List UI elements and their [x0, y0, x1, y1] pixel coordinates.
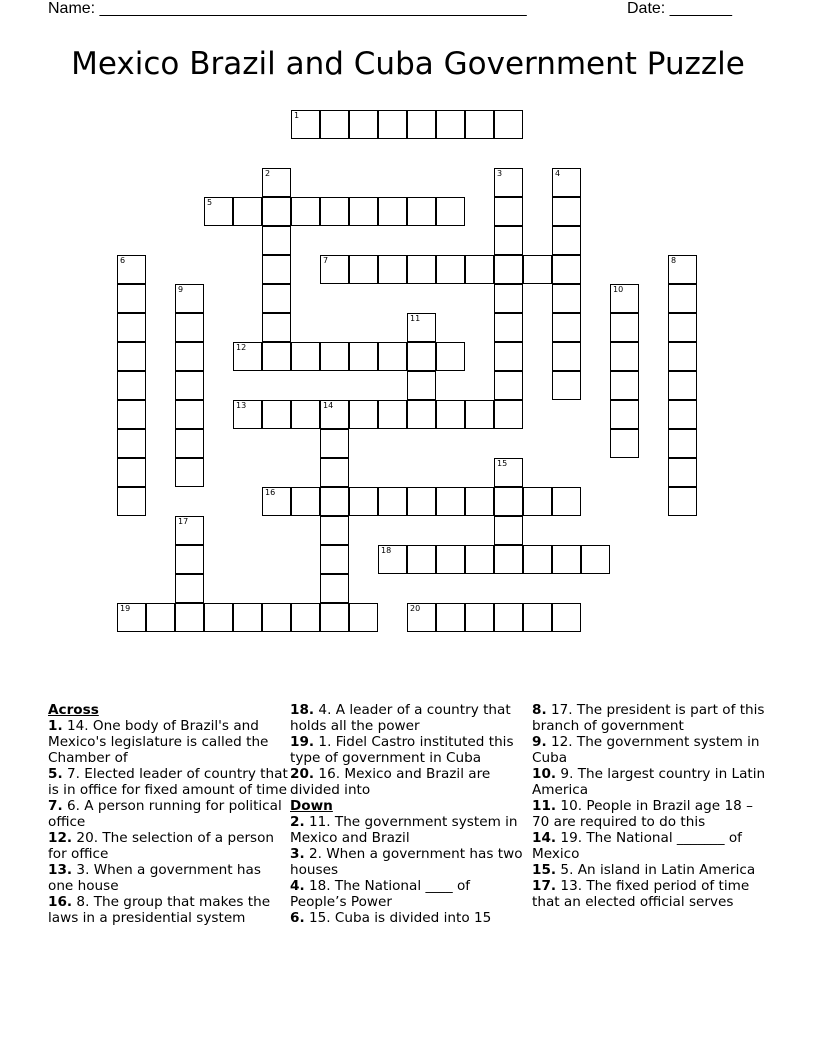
- clue-across-7: 7. 6. A person running for political office: [48, 798, 282, 830]
- clue-number: 17: [178, 517, 189, 526]
- grid-cell[interactable]: [320, 603, 349, 632]
- grid-cell[interactable]: [610, 371, 639, 400]
- grid-cell[interactable]: [668, 400, 697, 429]
- grid-cell[interactable]: [262, 603, 291, 632]
- grid-cell[interactable]: [494, 516, 523, 545]
- grid-cell[interactable]: [262, 197, 291, 226]
- grid-cell[interactable]: [436, 400, 465, 429]
- grid-cell[interactable]: [204, 197, 233, 226]
- grid-cell[interactable]: [668, 255, 697, 284]
- grid-cell[interactable]: [320, 574, 349, 603]
- grid-cell[interactable]: [407, 371, 436, 400]
- clue-across-16: 16. 8. The group that makes the laws in a presidential system: [48, 894, 271, 926]
- clue-number: 1: [294, 111, 300, 120]
- clue-number: 20: [410, 604, 421, 613]
- grid-cell[interactable]: [117, 342, 146, 371]
- grid-cell[interactable]: [494, 255, 523, 284]
- grid-cell[interactable]: [320, 516, 349, 545]
- grid-cell[interactable]: [494, 110, 523, 139]
- grid-cell[interactable]: [494, 342, 523, 371]
- grid-cell[interactable]: [552, 226, 581, 255]
- grid-cell[interactable]: [465, 400, 494, 429]
- grid-cell[interactable]: [320, 400, 349, 429]
- grid-cell[interactable]: [320, 110, 349, 139]
- grid-cell[interactable]: [262, 255, 291, 284]
- grid-cell[interactable]: [436, 110, 465, 139]
- clue-number: 18: [381, 546, 392, 555]
- clue-across-18: 18. 4. A leader of a country that holds all the power: [290, 702, 511, 734]
- clue-down-9: 9. 12. The government system in Cuba: [532, 734, 760, 766]
- clue-number: 15: [497, 459, 508, 468]
- grid-cell[interactable]: [494, 226, 523, 255]
- grid-cell[interactable]: [552, 197, 581, 226]
- grid-cell[interactable]: [407, 255, 436, 284]
- clue-down-4: 4. 18. The National ____ of People’s Power: [290, 878, 471, 910]
- grid-cell[interactable]: [291, 110, 320, 139]
- grid-cell[interactable]: [146, 603, 175, 632]
- grid-cell[interactable]: [378, 545, 407, 574]
- clue-column-1: [48, 702, 288, 926]
- grid-cell[interactable]: [378, 487, 407, 516]
- grid-cell[interactable]: [291, 342, 320, 371]
- grid-cell[interactable]: [320, 487, 349, 516]
- grid-cell[interactable]: [436, 255, 465, 284]
- grid-cell[interactable]: [378, 255, 407, 284]
- grid-cell[interactable]: [117, 371, 146, 400]
- grid-cell[interactable]: [552, 342, 581, 371]
- grid-cell[interactable]: [117, 400, 146, 429]
- grid-cell[interactable]: [291, 400, 320, 429]
- grid-cell[interactable]: [552, 371, 581, 400]
- grid-cell[interactable]: [349, 400, 378, 429]
- grid-cell[interactable]: [175, 313, 204, 342]
- grid-cell[interactable]: [668, 342, 697, 371]
- grid-cell[interactable]: [436, 545, 465, 574]
- grid-cell[interactable]: [668, 371, 697, 400]
- grid-cell[interactable]: [378, 342, 407, 371]
- grid-cell[interactable]: [117, 313, 146, 342]
- grid-cell[interactable]: [349, 255, 378, 284]
- grid-cell[interactable]: [378, 110, 407, 139]
- clue-number: 11: [410, 314, 421, 323]
- grid-cell[interactable]: [117, 255, 146, 284]
- down-heading: Down: [290, 798, 333, 814]
- clue-column-2: [290, 702, 530, 926]
- grid-cell[interactable]: [494, 197, 523, 226]
- grid-cell[interactable]: [378, 400, 407, 429]
- clue-down-11: 11. 10. People in Brazil age 18 – 70 are required to do this: [532, 798, 753, 830]
- grid-cell[interactable]: [349, 197, 378, 226]
- clue-down-15: 15. 5. An island in Latin America: [532, 862, 756, 878]
- grid-cell[interactable]: [436, 603, 465, 632]
- clue-number: 10: [613, 285, 624, 294]
- grid-cell[interactable]: [407, 603, 436, 632]
- clue-number: 12: [236, 343, 247, 352]
- clue-number: 7: [323, 256, 329, 265]
- grid-cell[interactable]: [668, 284, 697, 313]
- grid-cell[interactable]: [610, 284, 639, 313]
- grid-cell[interactable]: [552, 255, 581, 284]
- grid-cell[interactable]: [320, 545, 349, 574]
- grid-cell[interactable]: [465, 545, 494, 574]
- clue-down-14: 14. 19. The National _______ of Mexico: [532, 830, 742, 862]
- across-heading: Across: [48, 702, 99, 718]
- grid-cell[interactable]: [407, 110, 436, 139]
- clue-down-3: 3. 2. When a government has two houses: [290, 846, 523, 878]
- grid-cell[interactable]: [117, 458, 146, 487]
- grid-cell[interactable]: [175, 574, 204, 603]
- clue-down-17: 17. 13. The fixed period of time that an elected official serves: [532, 878, 750, 910]
- grid-cell[interactable]: [175, 284, 204, 313]
- clue-across-1: 1. 14. One body of Brazil's and Mexico's legislature is called the Chamber of: [48, 718, 269, 766]
- grid-cell[interactable]: [262, 400, 291, 429]
- clue-down-6: 6. 15. Cuba is divided into 15: [290, 910, 492, 926]
- grid-cell[interactable]: [117, 603, 146, 632]
- grid-cell[interactable]: [465, 487, 494, 516]
- grid-cell[interactable]: [523, 487, 552, 516]
- grid-cell[interactable]: [117, 284, 146, 313]
- grid-cell[interactable]: [465, 603, 494, 632]
- grid-cell[interactable]: [175, 603, 204, 632]
- grid-cell[interactable]: [175, 371, 204, 400]
- grid-cell[interactable]: [610, 313, 639, 342]
- grid-cell[interactable]: [465, 255, 494, 284]
- clue-across-20: 20. 16. Mexico and Brazil are divided into: [290, 766, 491, 798]
- grid-cell[interactable]: [610, 400, 639, 429]
- clue-number: 16: [265, 488, 276, 497]
- grid-cell[interactable]: [494, 371, 523, 400]
- clue-column-3: [532, 702, 772, 910]
- grid-cell[interactable]: [523, 545, 552, 574]
- grid-cell[interactable]: [610, 429, 639, 458]
- grid-cell[interactable]: [407, 487, 436, 516]
- grid-cell[interactable]: [494, 458, 523, 487]
- clue-number: 9: [178, 285, 184, 294]
- grid-cell[interactable]: [523, 255, 552, 284]
- clue-down-10: 10. 9. The largest country in Latin America: [532, 766, 766, 798]
- page-title: Mexico Brazil and Cuba Government Puzzle: [71, 46, 745, 82]
- grid-cell[interactable]: [291, 197, 320, 226]
- grid-cell[interactable]: [320, 458, 349, 487]
- grid-cell[interactable]: [494, 487, 523, 516]
- grid-cell[interactable]: [262, 168, 291, 197]
- grid-cell[interactable]: [407, 400, 436, 429]
- grid-cell[interactable]: [668, 458, 697, 487]
- grid-cell[interactable]: [117, 429, 146, 458]
- clue-number: 13: [236, 401, 247, 410]
- grid-cell[interactable]: [407, 342, 436, 371]
- grid-cell[interactable]: [494, 545, 523, 574]
- clue-across-13: 13. 3. When a government has one house: [48, 862, 261, 894]
- grid-cell[interactable]: [291, 487, 320, 516]
- grid-cell[interactable]: [175, 545, 204, 574]
- grid-cell[interactable]: [523, 603, 552, 632]
- grid-cell[interactable]: [436, 197, 465, 226]
- grid-cell[interactable]: [668, 487, 697, 516]
- grid-cell[interactable]: [465, 110, 494, 139]
- grid-cell[interactable]: [610, 342, 639, 371]
- grid-cell[interactable]: [349, 342, 378, 371]
- grid-cell[interactable]: [552, 487, 581, 516]
- grid-cell[interactable]: [262, 342, 291, 371]
- grid-cell[interactable]: [668, 429, 697, 458]
- grid-cell[interactable]: [494, 400, 523, 429]
- grid-cell[interactable]: [494, 168, 523, 197]
- grid-cell[interactable]: [552, 545, 581, 574]
- grid-cell[interactable]: [262, 226, 291, 255]
- grid-cell[interactable]: [407, 197, 436, 226]
- grid-cell[interactable]: [436, 342, 465, 371]
- clue-across-12: 12. 20. The selection of a person for office: [48, 830, 275, 862]
- clue-number: 3: [497, 169, 503, 178]
- grid-cell[interactable]: [175, 342, 204, 371]
- name-field-label: Name: ________________________________________________: [48, 0, 527, 17]
- clue-number: 8: [671, 256, 677, 265]
- clue-across-5: 5. 7. Elected leader of country that is in office for fixed amount of time: [48, 766, 288, 798]
- grid-cell[interactable]: [320, 429, 349, 458]
- grid-cell[interactable]: [494, 313, 523, 342]
- grid-cell[interactable]: [262, 284, 291, 313]
- grid-cell[interactable]: [117, 487, 146, 516]
- grid-cell[interactable]: [204, 603, 233, 632]
- grid-cell[interactable]: [349, 603, 378, 632]
- grid-cell[interactable]: [262, 487, 291, 516]
- clue-down-8: 8. 17. The president is part of this branch of government: [532, 702, 765, 734]
- grid-cell[interactable]: [233, 197, 262, 226]
- grid-cell[interactable]: [233, 400, 262, 429]
- date-field-label: Date: _______: [627, 0, 732, 17]
- grid-cell[interactable]: [552, 168, 581, 197]
- grid-cell[interactable]: [349, 487, 378, 516]
- grid-cell[interactable]: [494, 603, 523, 632]
- grid-cell[interactable]: [552, 313, 581, 342]
- clue-number: 4: [555, 169, 561, 178]
- grid-cell[interactable]: [407, 545, 436, 574]
- grid-cell[interactable]: [262, 313, 291, 342]
- grid-cell[interactable]: [581, 545, 610, 574]
- grid-cell[interactable]: [407, 313, 436, 342]
- grid-cell[interactable]: [175, 400, 204, 429]
- grid-cell[interactable]: [378, 197, 407, 226]
- grid-cell[interactable]: [552, 603, 581, 632]
- grid-cell[interactable]: [175, 429, 204, 458]
- clue-across-19: 19. 1. Fidel Castro instituted this type of government in Cuba: [290, 734, 514, 766]
- grid-cell[interactable]: [436, 487, 465, 516]
- grid-cell[interactable]: [494, 284, 523, 313]
- grid-cell[interactable]: [349, 110, 378, 139]
- clue-number: 14: [323, 401, 334, 410]
- clue-number: 2: [265, 169, 271, 178]
- grid-cell[interactable]: [233, 342, 262, 371]
- clue-number: 5: [207, 198, 213, 207]
- grid-cell[interactable]: [668, 313, 697, 342]
- clue-number: 19: [120, 604, 131, 613]
- grid-cell[interactable]: [233, 603, 262, 632]
- grid-cell[interactable]: [552, 284, 581, 313]
- grid-cell[interactable]: [175, 516, 204, 545]
- grid-cell[interactable]: [175, 458, 204, 487]
- grid-cell[interactable]: [320, 255, 349, 284]
- clue-down-2: 2. 11. The government system in Mexico and Brazil: [290, 814, 518, 846]
- grid-cell[interactable]: [291, 603, 320, 632]
- grid-cell[interactable]: [320, 342, 349, 371]
- grid-cell[interactable]: [320, 197, 349, 226]
- clue-number: 6: [120, 256, 126, 265]
